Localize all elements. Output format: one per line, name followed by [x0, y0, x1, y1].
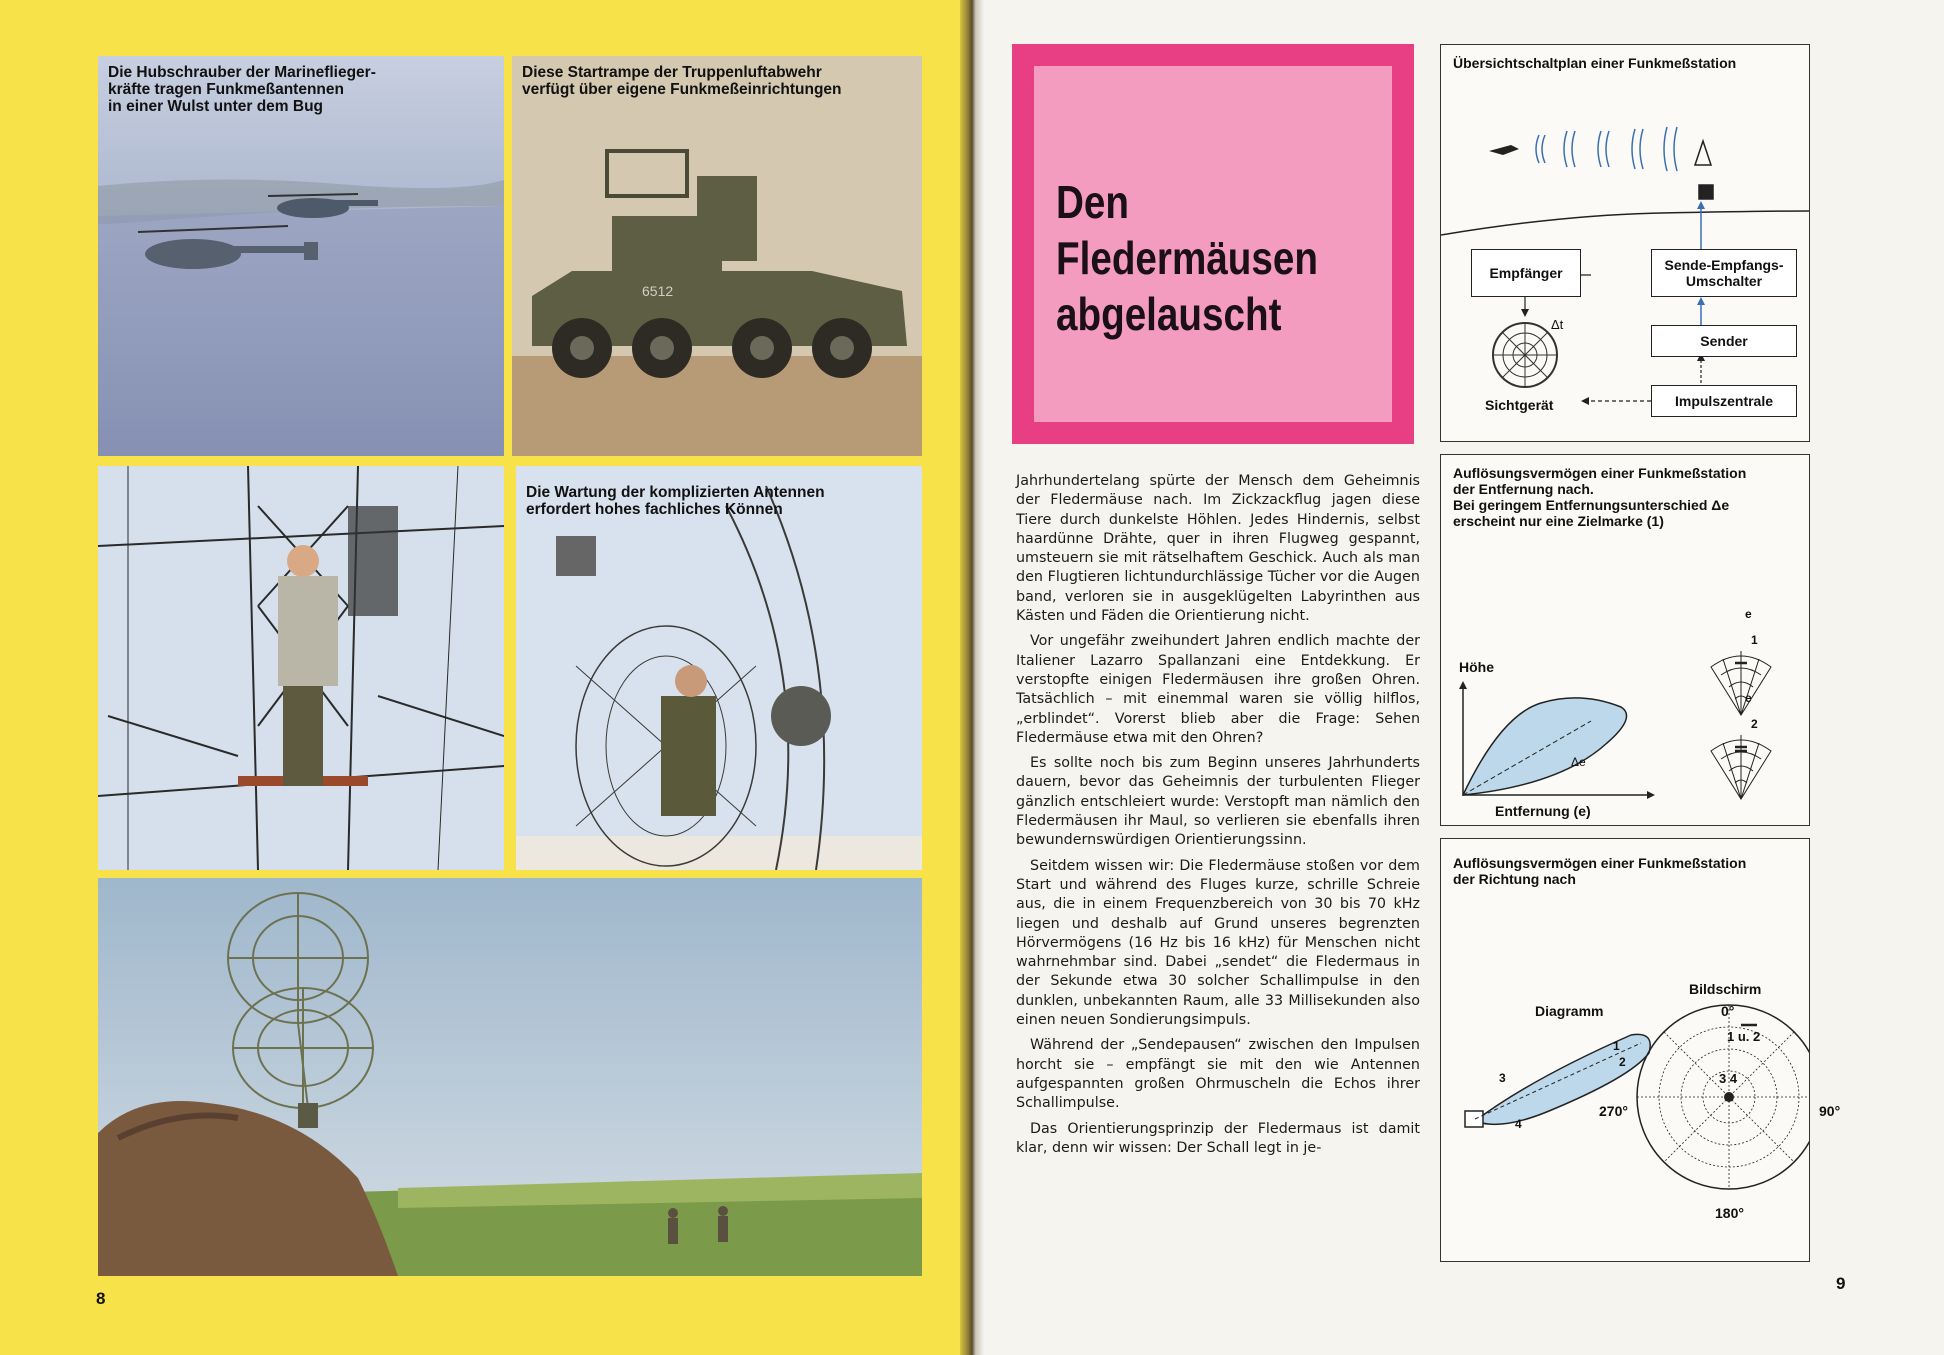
aircraft-icon — [1489, 145, 1519, 155]
label-diagramm: Diagramm — [1535, 1003, 1604, 1019]
angle-90: 90° — [1819, 1103, 1841, 1119]
title-line-2: Fledermäusen — [1056, 232, 1319, 284]
caption-launcher: Diese Startrampe der Truppenluftabwehr verfügt über eigene Funkmeßeinrichtungen — [522, 64, 842, 98]
delta-t-label: Δt — [1551, 317, 1564, 332]
antenna-tower-image — [98, 466, 504, 870]
diagram-direction-resolution — [1440, 838, 1841, 1262]
beam-mark-4: 4 — [1515, 1117, 1522, 1131]
beam-mark-3: 3 — [1499, 1071, 1506, 1085]
diagram3-drawing — [1441, 839, 1809, 1261]
delta-e-label: Δe — [1571, 755, 1586, 769]
screen-marks-34: 3 4 — [1719, 1071, 1738, 1086]
e-label-1: e — [1745, 607, 1752, 621]
vehicle-number: 6512 — [642, 283, 674, 299]
left-page — [0, 0, 970, 1355]
paragraph-4: Seitdem wissen wir: Die Fledermäuse stoßen vor dem Start und während des Fluges kurze, schrille Schreie aus, die in einem Frequenzbereich von 30 bis 70 kHz liegen und deshalb auf Grund unseres begrenzten Hörvermögens (16 Hz bis 16 kHz) für Menschen nicht wahrnehmbar sind. Dabei „sendet“ die Fledermaus in der Sekunde etwa 30 solcher Schallimpulse in den dunklen, unbekannten Raum, alle 33 Millisekunden also einen neuen Sondierungsimpuls. — [1016, 857, 1420, 1029]
article-title — [1056, 174, 1318, 342]
book-gutter — [960, 0, 984, 1355]
target-mark-2: 2 — [1751, 717, 1758, 731]
block-switch: Sende-Empfangs- Umschalter — [1651, 249, 1797, 297]
title-box — [1012, 44, 1414, 444]
block-pulse-center: Impulszentrale — [1651, 385, 1797, 417]
paragraph-2: Vor ungefähr zweihundert Jahren endlich machte der Italiener Lazarro Spallanzani eine Entdekkung. Er verstopfte einigen Fledermäusen ihre großen Ohren. Tatsächlich – mit einemmal waren sie völlig hilflos, „erblindet“. Vorerst blieb aber die Frage: Sehen Fledermäuse etwa mit den Ohren? — [1016, 633, 1420, 746]
beam-mark-1: 1 — [1613, 1039, 1620, 1053]
angle-180: 180° — [1715, 1205, 1744, 1221]
helicopter-image — [98, 56, 504, 456]
paragraph-5: Während der „Sendepausen“ zwischen den Impulsen horcht sie – empfängt sie mit den wie Antennen aufgespannten großen Ohrmuscheln die Echos ihrer Schallimpulse. — [1016, 1037, 1420, 1112]
caption-maintenance: Die Wartung der komplizierten Antennen erfordert hohes fachliches Können — [526, 484, 825, 518]
diagram2-title: Auflösungsvermögen einer Funkmeßstation der Entfernung nach. Bei geringem Entfernungsunterschied Δe erscheint nur eine Zielmarke (1) — [1453, 465, 1747, 529]
diagram-block-schematic — [1440, 44, 1810, 442]
screen-marks-12: 1 u. 2 — [1727, 1029, 1761, 1044]
diagram3-title: Auflösungsvermögen einer Funkmeßstation der Richtung nach — [1453, 855, 1747, 887]
photo-launcher — [512, 56, 922, 456]
block-receiver: Empfänger — [1471, 249, 1581, 297]
photo-radar-hill — [98, 878, 922, 1276]
radar-hill-image — [98, 878, 922, 1276]
page-number-left: 8 — [96, 1289, 106, 1308]
photo-maintenance — [516, 466, 922, 870]
title-line-3: abgelauscht — [1056, 288, 1282, 340]
beam-mark-2: 2 — [1619, 1055, 1626, 1069]
block-transmitter: Sender — [1651, 325, 1797, 357]
caption-helicopters: Die Hubschrauber der Marineflieger- kräfte tragen Funkmeßantennen in einer Wulst unter dem Bug — [108, 64, 376, 115]
antenna-icon — [1465, 1111, 1483, 1127]
angle-0: 0° — [1721, 1003, 1735, 1019]
paragraph-6: Das Orientierungsprinzip der Fledermaus ist damit klar, denn wir wissen: Der Schall legt in je- — [1016, 1120, 1420, 1156]
photo-helicopters — [98, 56, 504, 456]
launcher-vehicle-image — [512, 56, 922, 456]
title-box-inner — [1034, 66, 1392, 422]
axis-label-distance: Entfernung (e) — [1495, 803, 1591, 819]
e-label-2: e — [1745, 691, 1752, 705]
page-number-right: 9 — [1836, 1274, 1846, 1293]
photo-antenna-tower — [98, 466, 504, 870]
diagram1-drawing — [1441, 45, 1809, 441]
axis-label-height: Höhe — [1459, 659, 1494, 675]
diagram1-title: Übersichtschaltplan einer Funkmeßstation — [1453, 55, 1737, 71]
diagram-distance-resolution — [1440, 454, 1810, 826]
article-body — [1016, 472, 1420, 1164]
target-mark-1: 1 — [1751, 633, 1758, 647]
label-bildschirm: Bildschirm — [1689, 981, 1762, 997]
paragraph-1: Jahrhundertelang spürte der Mensch dem Geheimnis der Fledermäuse nach. Im Zickzackflug jagen diese Tiere durch dunkelste Höhlen. Jedes Hindernis, selbst haardünne Drähte, quer in ihren Flugweg gespannt, umsteuern sie mit rätselhaftem Geschick. Auch als man den Flugtieren lichtundurchlässige Tücher vor die Augen band, verloren sie in ausgeklügelten Labyrinthen aus Kästen und Fäden die Orientierung nicht. — [1016, 473, 1420, 625]
paragraph-3: Es sollte noch bis zum Beginn unseres Jahrhunderts dauern, bevor das Geheimnis der turbulenten Flieger gänzlich entschleiert wurde: Verstopft man nämlich den Fledermäusen ihr Maul, so verlieren sie ebenfalls ihren bewundernswürdigen Orientierungssinn. — [1016, 755, 1420, 849]
display-label: Sichtgerät — [1485, 397, 1554, 413]
title-line-1: Den — [1056, 176, 1130, 228]
maintenance-image — [516, 466, 922, 870]
angle-270: 270° — [1599, 1103, 1628, 1119]
